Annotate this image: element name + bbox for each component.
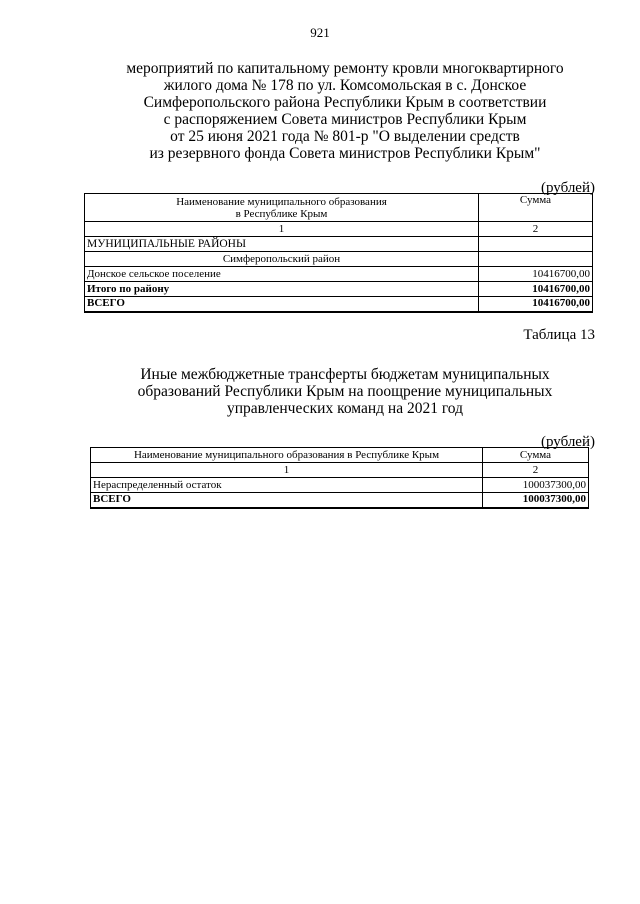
row-name-cell: Донское сельское поселение: [85, 267, 479, 282]
table-row: [85, 252, 593, 267]
table-row: [85, 222, 593, 237]
district-cell: Симферопольский район: [85, 252, 479, 267]
category-cell: МУНИЦИПАЛЬНЫЕ РАЙОНЫ: [85, 237, 479, 252]
total-value-cell: 100037300,00: [483, 493, 589, 508]
col1-header-line: Наименование муниципального образования: [176, 195, 387, 208]
total-label-cell: ВСЕГО: [91, 493, 483, 508]
section2-units: (рублей): [540, 434, 595, 450]
col1-header-line: в Республике Крым: [235, 207, 328, 220]
col-number-2: 2: [483, 463, 589, 478]
total-value-cell: 10416700,00: [479, 297, 593, 312]
table-row: [91, 463, 589, 478]
section1-units: (рублей): [540, 180, 595, 196]
section2-heading-line: образований Республики Крым на поощрение муниципальных: [137, 383, 553, 400]
section2-heading-line: Иные межбюджетные трансферты бюджетам муниципальных: [140, 366, 550, 383]
table-label: Таблица 13: [523, 327, 595, 343]
table-row: [85, 267, 593, 282]
section1-heading-line: из резервного фонда Совета министров Республики Крым": [149, 145, 541, 162]
col-number-2: 2: [479, 222, 593, 237]
subtotal-value-cell: 10416700,00: [479, 282, 593, 297]
section1-heading-line: мероприятий по капитальному ремонту кровли многоквартирного: [126, 60, 564, 77]
table-header-row: [91, 448, 589, 463]
section1-heading-line: от 25 июня 2021 года № 801-р "О выделении средств: [170, 128, 520, 145]
section1-heading-line: Симферопольского района Республики Крым в соответствии: [143, 94, 547, 111]
col-number-1: 1: [91, 463, 483, 478]
empty-cell: [479, 252, 593, 267]
col2-header: Сумма: [479, 194, 593, 222]
table-row: [85, 297, 593, 312]
row-value-cell: 100037300,00: [483, 478, 589, 493]
col2-header: Сумма: [483, 448, 589, 463]
table-header-row: [85, 194, 593, 222]
section1-table: [84, 193, 593, 313]
total-label-cell: ВСЕГО: [85, 297, 479, 312]
table-row: [91, 493, 589, 508]
col-number-1: 1: [85, 222, 479, 237]
table-row: [85, 237, 593, 252]
row-name-cell: Нераспределенный остаток: [91, 478, 483, 493]
page-number: 921: [310, 25, 330, 40]
subtotal-label-cell: Итого по району: [85, 282, 479, 297]
section2-heading: [80, 366, 610, 417]
section2-heading-line: управленческих команд на 2021 год: [226, 400, 463, 417]
section1-heading: [80, 60, 610, 162]
col1-header: [85, 194, 479, 222]
empty-cell: [479, 237, 593, 252]
section1-heading-line: жилого дома № 178 по ул. Комсомольская в с. Донское: [163, 77, 527, 94]
section1-heading-line: с распоряжением Совета министров Республики Крым: [163, 111, 527, 128]
table-row: [85, 282, 593, 297]
section2-table: [90, 447, 589, 509]
col1-header: Наименование муниципального образования в Республике Крым: [91, 448, 483, 463]
row-value-cell: 10416700,00: [479, 267, 593, 282]
table-row: [91, 478, 589, 493]
